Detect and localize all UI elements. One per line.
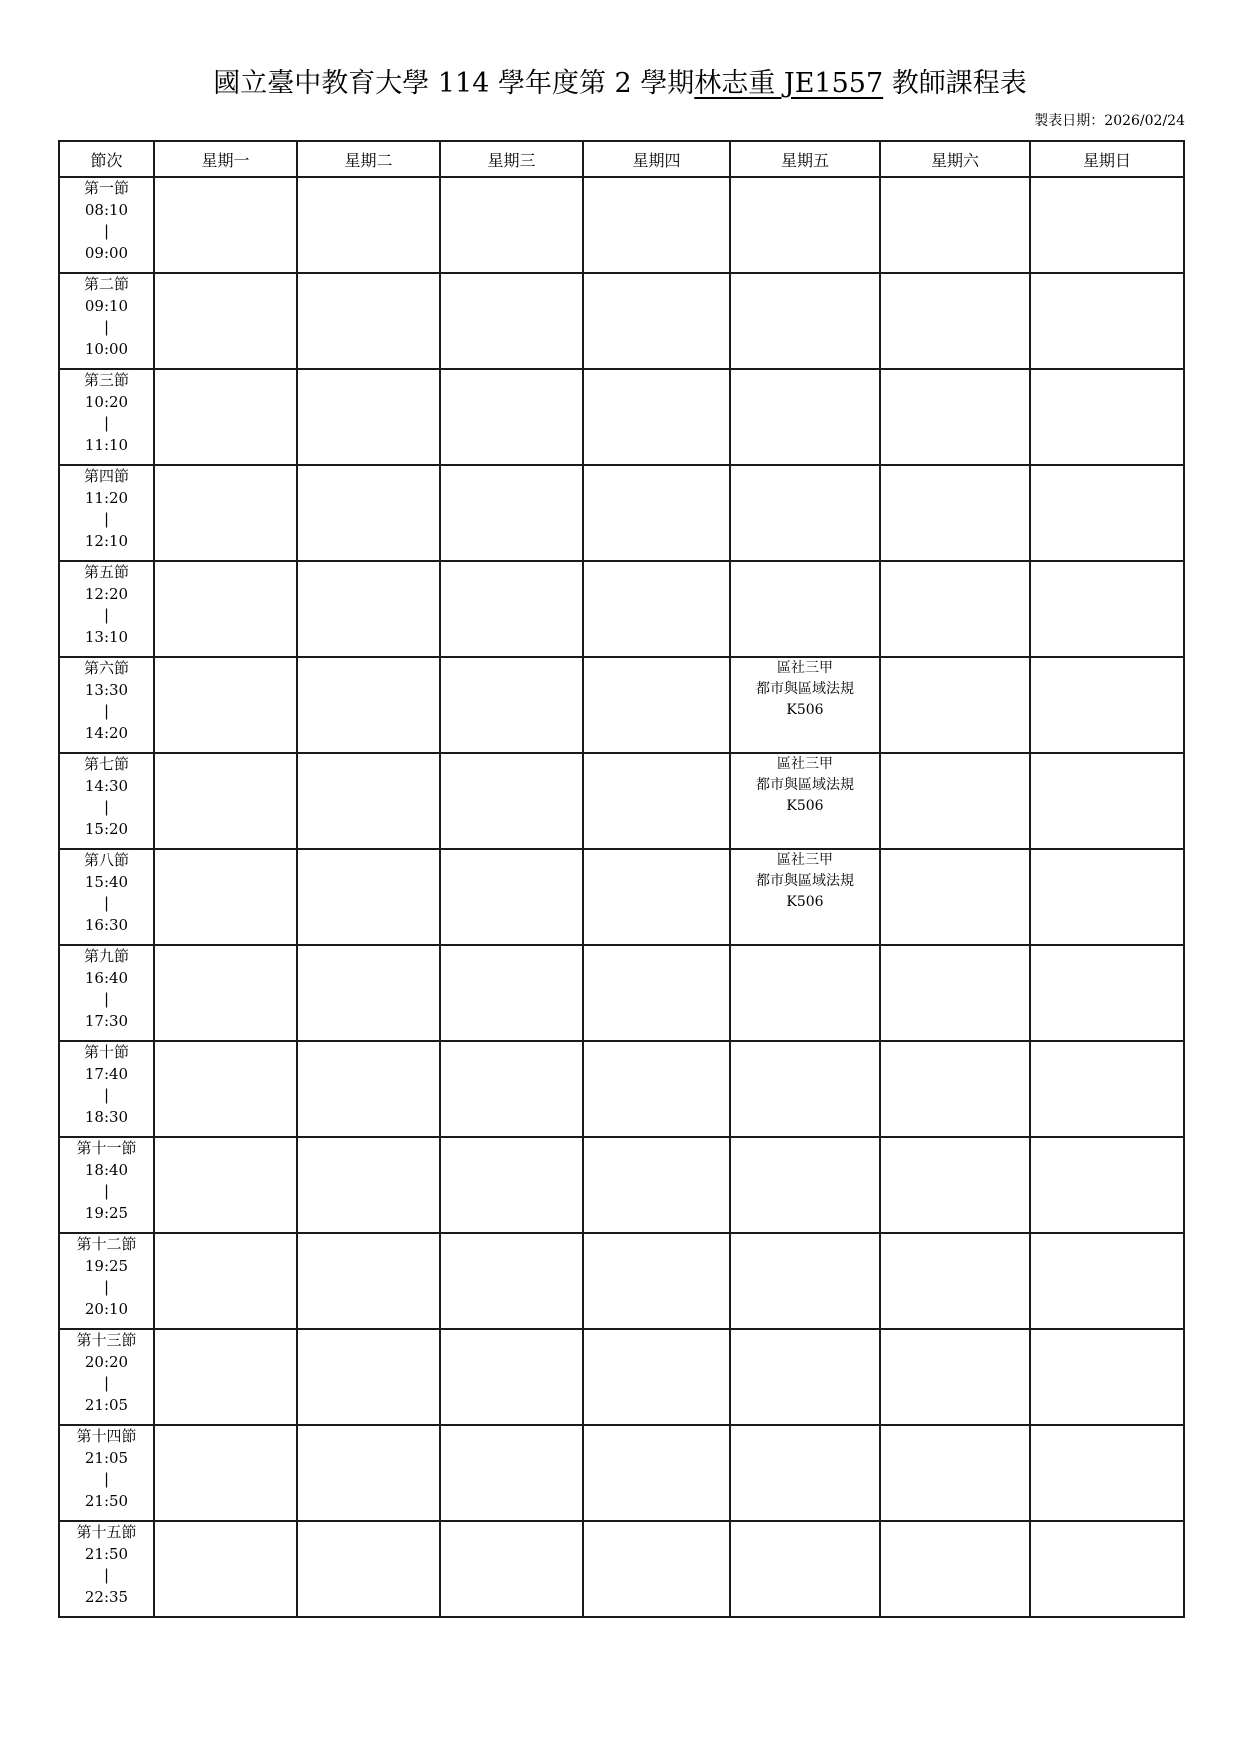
period-separator: |	[103, 702, 110, 720]
schedule-cell	[297, 273, 440, 369]
schedule-cell	[730, 657, 880, 753]
schedule-cell	[297, 1425, 440, 1521]
schedule-cell	[440, 1329, 583, 1425]
period-row	[59, 753, 1184, 849]
schedule-cell	[583, 657, 730, 753]
period-end-time: 17:30	[84, 1011, 129, 1030]
schedule-cell	[440, 465, 583, 561]
schedule-cell	[730, 1233, 880, 1329]
schedule-cell	[440, 1233, 583, 1329]
period-row	[59, 657, 1184, 753]
schedule-cell	[440, 753, 583, 849]
schedule-cell	[583, 1233, 730, 1329]
schedule-cell	[880, 945, 1030, 1041]
period-name: 第九節	[83, 947, 129, 965]
schedule-cell	[1030, 1521, 1184, 1617]
schedule-cell	[880, 849, 1030, 945]
schedule-cell	[440, 1041, 583, 1137]
period-end-time: 11:10	[84, 435, 129, 454]
period-separator: |	[103, 894, 110, 912]
period-row	[59, 561, 1184, 657]
schedule-cell	[730, 753, 880, 849]
schedule-cell	[880, 561, 1030, 657]
schedule-cell	[880, 753, 1030, 849]
schedule-cell	[583, 177, 730, 273]
schedule-cell	[880, 1041, 1030, 1137]
column-header-friday: 星期五	[730, 141, 880, 177]
title-suffix: 教師課程表	[883, 68, 1027, 99]
schedule-cell	[440, 849, 583, 945]
schedule-cell	[583, 1521, 730, 1617]
schedule-cell	[1030, 369, 1184, 465]
schedule-cell	[1030, 849, 1184, 945]
course-class: 區社三甲	[777, 852, 833, 868]
schedule-cell	[1030, 1041, 1184, 1137]
period-row	[59, 1329, 1184, 1425]
schedule-table	[58, 140, 1185, 1618]
period-end-time: 19:25	[84, 1203, 129, 1222]
schedule-cell	[880, 1137, 1030, 1233]
column-header-monday: 星期一	[154, 141, 297, 177]
period-separator: |	[103, 318, 110, 336]
schedule-cell	[154, 273, 297, 369]
period-row	[59, 1137, 1184, 1233]
schedule-cell	[297, 945, 440, 1041]
course-class: 區社三甲	[777, 660, 833, 676]
schedule-cell	[730, 849, 880, 945]
schedule-cell	[1030, 945, 1184, 1041]
period-start-time: 13:30	[84, 680, 129, 699]
column-header-wednesday: 星期三	[440, 141, 583, 177]
period-start-time: 09:10	[84, 296, 129, 315]
schedule-cell	[154, 657, 297, 753]
schedule-cell	[1030, 561, 1184, 657]
period-cell	[59, 1041, 154, 1137]
period-row	[59, 273, 1184, 369]
period-separator: |	[103, 222, 110, 240]
period-cell	[59, 273, 154, 369]
schedule-cell	[297, 465, 440, 561]
schedule-cell	[154, 849, 297, 945]
schedule-cell	[730, 465, 880, 561]
period-end-time: 22:35	[84, 1587, 129, 1606]
period-row	[59, 1041, 1184, 1137]
schedule-cell	[297, 1329, 440, 1425]
period-cell	[59, 561, 154, 657]
schedule-cell	[440, 945, 583, 1041]
schedule-cell	[297, 1041, 440, 1137]
column-header-period: 節次	[59, 141, 154, 177]
period-row	[59, 945, 1184, 1041]
schedule-cell	[154, 465, 297, 561]
period-separator: |	[103, 1182, 110, 1200]
period-cell	[59, 177, 154, 273]
period-start-time: 11:20	[84, 488, 129, 507]
schedule-cell	[583, 849, 730, 945]
schedule-cell	[297, 657, 440, 753]
schedule-cell	[583, 465, 730, 561]
period-end-time: 14:20	[84, 723, 129, 742]
course-name: 都市與區域法規	[756, 873, 854, 889]
schedule-cell	[297, 849, 440, 945]
period-row	[59, 465, 1184, 561]
period-cell	[59, 465, 154, 561]
schedule-cell	[583, 753, 730, 849]
period-separator: |	[103, 1374, 110, 1392]
period-separator: |	[103, 990, 110, 1008]
period-start-time: 10:20	[84, 392, 129, 411]
period-start-time: 14:30	[84, 776, 129, 795]
schedule-cell	[730, 1137, 880, 1233]
schedule-cell	[583, 369, 730, 465]
period-cell	[59, 657, 154, 753]
course-entry	[731, 754, 879, 817]
column-header-tuesday: 星期二	[297, 141, 440, 177]
period-end-time: 21:05	[84, 1395, 129, 1414]
schedule-cell	[1030, 753, 1184, 849]
schedule-cell	[880, 177, 1030, 273]
schedule-cell	[1030, 1329, 1184, 1425]
period-name: 第十三節	[76, 1331, 137, 1349]
schedule-cell	[154, 177, 297, 273]
schedule-cell	[880, 657, 1030, 753]
period-start-time: 12:20	[84, 584, 129, 603]
period-cell	[59, 1425, 154, 1521]
period-separator: |	[103, 510, 110, 528]
schedule-cell	[730, 369, 880, 465]
schedule-cell	[440, 657, 583, 753]
period-cell	[59, 1137, 154, 1233]
period-name: 第八節	[83, 851, 129, 869]
print-date: 製表日期：2026/02/24	[1034, 113, 1185, 129]
course-room: K506	[786, 702, 824, 718]
schedule-cell	[583, 1041, 730, 1137]
schedule-cell	[730, 273, 880, 369]
period-start-time: 20:20	[84, 1352, 129, 1371]
period-name: 第四節	[83, 467, 129, 485]
period-cell	[59, 1329, 154, 1425]
schedule-cell	[880, 465, 1030, 561]
schedule-cell	[583, 1425, 730, 1521]
course-entry	[731, 850, 879, 913]
period-name: 第十二節	[76, 1235, 137, 1253]
column-header-saturday: 星期六	[880, 141, 1030, 177]
schedule-cell	[154, 369, 297, 465]
period-separator: |	[103, 606, 110, 624]
period-cell	[59, 753, 154, 849]
period-end-time: 20:10	[84, 1299, 129, 1318]
period-name: 第十節	[83, 1043, 129, 1061]
period-end-time: 15:20	[84, 819, 129, 838]
period-end-time: 16:30	[84, 915, 129, 934]
period-name: 第十一節	[76, 1139, 137, 1157]
schedule-cell	[730, 1521, 880, 1617]
schedule-cell	[1030, 273, 1184, 369]
course-room: K506	[786, 798, 824, 814]
schedule-cell	[880, 1329, 1030, 1425]
schedule-cell	[583, 1329, 730, 1425]
period-row	[59, 177, 1184, 273]
schedule-cell	[440, 561, 583, 657]
schedule-cell	[154, 1425, 297, 1521]
period-separator: |	[103, 1470, 110, 1488]
schedule-cell	[154, 1233, 297, 1329]
course-name: 都市與區域法規	[756, 681, 854, 697]
period-row	[59, 849, 1184, 945]
period-start-time: 16:40	[84, 968, 129, 987]
schedule-cell	[297, 1137, 440, 1233]
period-end-time: 10:00	[84, 339, 129, 358]
course-class: 區社三甲	[777, 756, 833, 772]
page-title	[0, 66, 1240, 102]
schedule-cell	[880, 1521, 1030, 1617]
period-name: 第七節	[83, 755, 129, 773]
schedule-cell	[154, 1137, 297, 1233]
schedule-cell	[154, 1329, 297, 1425]
period-start-time: 21:05	[84, 1448, 129, 1467]
period-separator: |	[103, 798, 110, 816]
schedule-cell	[880, 1425, 1030, 1521]
schedule-cell	[1030, 657, 1184, 753]
schedule-cell	[1030, 1137, 1184, 1233]
column-header-sunday: 星期日	[1030, 141, 1184, 177]
schedule-cell	[880, 1233, 1030, 1329]
schedule-cell	[1030, 1233, 1184, 1329]
schedule-body	[59, 177, 1184, 1617]
period-cell	[59, 1521, 154, 1617]
schedule-cell	[880, 273, 1030, 369]
schedule-cell	[583, 561, 730, 657]
schedule-cell	[440, 1521, 583, 1617]
schedule-cell	[154, 1521, 297, 1617]
course-name: 都市與區域法規	[756, 777, 854, 793]
schedule-cell	[154, 753, 297, 849]
period-end-time: 21:50	[84, 1491, 129, 1510]
period-cell	[59, 945, 154, 1041]
course-entry	[731, 658, 879, 721]
schedule-cell	[440, 1425, 583, 1521]
schedule-cell	[1030, 1425, 1184, 1521]
schedule-cell	[297, 1233, 440, 1329]
period-name: 第三節	[83, 371, 129, 389]
period-end-time: 12:10	[84, 531, 129, 550]
schedule-cell	[583, 945, 730, 1041]
period-name: 第五節	[83, 563, 129, 581]
schedule-cell	[730, 1041, 880, 1137]
schedule-cell	[440, 177, 583, 273]
period-row	[59, 1425, 1184, 1521]
title-prefix: 國立臺中教育大學 114 學年度第 2 學期	[213, 68, 695, 99]
header-row	[59, 141, 1184, 177]
period-row	[59, 1233, 1184, 1329]
period-end-time: 18:30	[84, 1107, 129, 1126]
schedule-cell	[583, 273, 730, 369]
period-end-time: 13:10	[84, 627, 129, 646]
period-separator: |	[103, 1566, 110, 1584]
schedule-cell	[297, 177, 440, 273]
schedule-cell	[1030, 177, 1184, 273]
schedule-cell	[297, 753, 440, 849]
period-name: 第十五節	[76, 1523, 137, 1541]
period-name: 第一節	[83, 179, 129, 197]
schedule-cell	[297, 369, 440, 465]
period-cell	[59, 849, 154, 945]
column-header-thursday: 星期四	[583, 141, 730, 177]
course-room: K506	[786, 894, 824, 910]
period-start-time: 17:40	[84, 1064, 129, 1083]
schedule-cell	[440, 369, 583, 465]
period-cell	[59, 369, 154, 465]
period-start-time: 19:25	[84, 1256, 129, 1275]
schedule-cell	[730, 177, 880, 273]
schedule-cell	[297, 1521, 440, 1617]
period-name: 第六節	[83, 659, 129, 677]
period-start-time: 15:40	[84, 872, 129, 891]
period-separator: |	[103, 414, 110, 432]
schedule-cell	[154, 561, 297, 657]
schedule-cell	[730, 945, 880, 1041]
period-separator: |	[103, 1086, 110, 1104]
schedule-cell	[440, 273, 583, 369]
period-start-time: 21:50	[84, 1544, 129, 1563]
schedule-cell	[154, 1041, 297, 1137]
schedule-cell	[730, 1329, 880, 1425]
period-start-time: 08:10	[84, 200, 129, 219]
schedule-cell	[154, 945, 297, 1041]
schedule-cell	[880, 369, 1030, 465]
period-cell	[59, 1233, 154, 1329]
teacher-name: 林志重 JE1557	[694, 68, 884, 99]
schedule-cell	[297, 561, 440, 657]
period-start-time: 18:40	[84, 1160, 129, 1179]
period-row	[59, 369, 1184, 465]
schedule-cell	[730, 561, 880, 657]
schedule-cell	[1030, 465, 1184, 561]
period-separator: |	[103, 1278, 110, 1296]
schedule-cell	[583, 1137, 730, 1233]
period-name: 第二節	[83, 275, 129, 293]
schedule-cell	[730, 1425, 880, 1521]
schedule-cell	[440, 1137, 583, 1233]
period-row	[59, 1521, 1184, 1617]
period-name: 第十四節	[76, 1427, 137, 1445]
period-end-time: 09:00	[84, 243, 129, 262]
